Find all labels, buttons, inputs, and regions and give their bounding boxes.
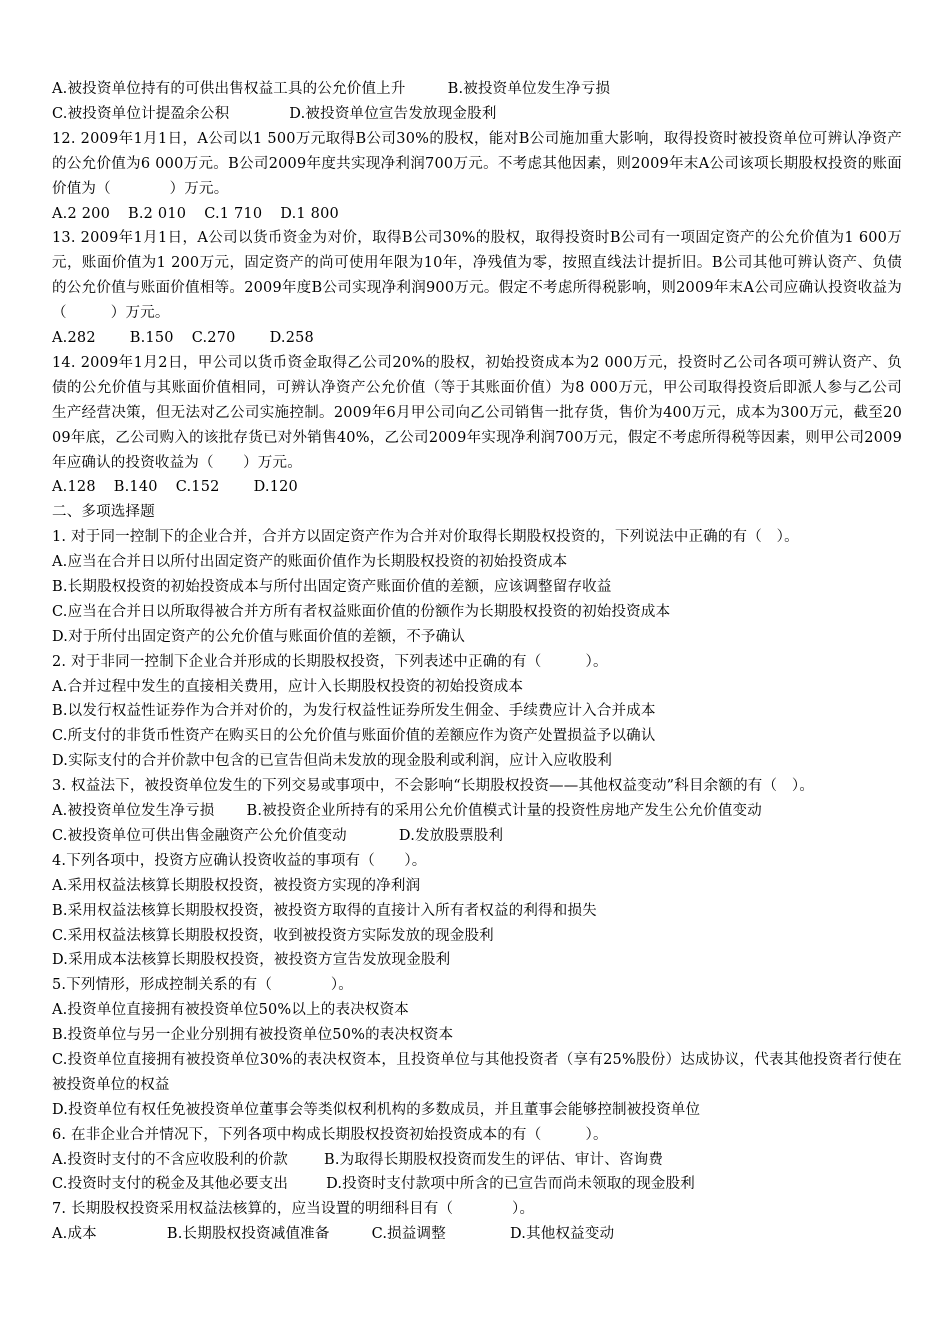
question-14-options <box>52 475 902 500</box>
mc-question-3-options-ab <box>52 799 902 824</box>
mc-q7-option-b: B.长期股权投资减值准备 <box>166 1226 330 1243</box>
document-page <box>52 77 902 1247</box>
q13-option-b: B.150 <box>129 330 174 347</box>
mc-question-5-option-d: D.投资单位有权任免被投资单位董事会等类似权利机构的多数成员，并且董事会能够控制被投资单位 <box>52 1101 701 1118</box>
mc-question-5-option-c: C.投资单位直接拥有被投资单位30%的表决权资本，且投资单位与其他投资者（享有25%股份）达成协议，代表其他投资者行使在被投资单位的权益 <box>52 1051 902 1093</box>
mc-question-1-option-b: B.长期股权投资的初始投资成本与所付出固定资产账面价值的差额，应该调整留存收益 <box>52 579 612 596</box>
mc-q6-option-a: A.投资时支付的不含应收股利的价款 <box>52 1151 288 1168</box>
mc-question-1-text: 1. 对于同一控制下的企业合并，合并方以固定资产作为合并对价取得长期股权投资的，下列说法中正确的有（ ）。 <box>52 529 799 546</box>
q14-option-b: B.140 <box>113 479 158 496</box>
q13-option-a: A.282 <box>52 330 96 347</box>
mc-question-4-option-b: B.采用权益法核算长期股权投资，被投资方取得的直接计入所有者权益的利得和损失 <box>52 902 597 919</box>
mc-question-4-option-c: C.采用权益法核算长期股权投资，收到被投资方实际发放的现金股利 <box>52 927 494 944</box>
q12-option-d: D.1 800 <box>280 205 339 222</box>
mc-q7-option-d: D.其他权益变动 <box>509 1226 615 1243</box>
mc-question-4-option-d: D.采用成本法核算长期股权投资，被投资方宣告发放现金股利 <box>52 952 451 969</box>
q11-option-d: D.被投资单位宣告发放现金股利 <box>289 105 497 122</box>
mc-q7-option-a: A.成本 <box>52 1226 97 1243</box>
mc-question-2-option-a: A.合并过程中发生的直接相关费用，应计入长期股权投资的初始投资成本 <box>52 678 524 695</box>
question-12-text: 12. 2009年1月1日，A公司以1 500万元取得B公司30%的股权，能对B公司施加重大影响，取得投资时被投资单位可辨认净资产的公允价值为6 000万元。B公司2009年度共实现净利润700万元。不考虑其他因素，则2009年末A公司该项长期股权投资的账面价值为（ ）万元。 <box>52 130 902 197</box>
mc-question-1-option-c: C.应当在合并日以所取得被合并方所有者权益账面价值的份额作为长期股权投资的初始投资成本 <box>52 603 671 620</box>
mc-q6-option-c: C.投资时支付的税金及其他必要支出 <box>52 1176 289 1193</box>
mc-question-3-options-cd <box>52 824 902 849</box>
mc-question-2-option-c: C.所支付的非货币性资产在购买日的公允价值与账面价值的差额应作为资产处置损益予以确认 <box>52 728 656 745</box>
mc-question-5-option-a: A.投资单位直接拥有被投资单位50%以上的表决权资本 <box>52 1002 410 1019</box>
mc-question-2-option-b: B.以发行权益性证券作为合并对价的，为发行权益性证券所发生佣金、手续费应计入合并成本 <box>52 703 656 720</box>
q14-option-a: A.128 <box>52 479 96 496</box>
mc-question-5-option-b: B.投资单位与另一企业分别拥有被投资单位50%的表决权资本 <box>52 1027 454 1044</box>
mc-question-5-text: 5.下列情形，形成控制关系的有（ ）。 <box>52 977 353 994</box>
mc-question-6-options-ab <box>52 1148 902 1173</box>
mc-question-4-text: 4.下列各项中，投资方应确认投资收益的事项有（ ）。 <box>52 852 427 869</box>
mc-q3-option-d: D.发放股票股利 <box>398 827 504 844</box>
question-13-options <box>52 326 902 351</box>
mc-question-7-text: 7. 长期股权投资采用权益法核算的，应当设置的明细科目有（ ）。 <box>52 1201 535 1218</box>
q11-options-ab <box>52 77 902 102</box>
mc-q7-option-c: C.损益调整 <box>371 1226 446 1243</box>
mc-question-2-text: 2. 对于非同一控制下企业合并形成的长期股权投资，下列表述中正确的有（ ）。 <box>52 653 608 670</box>
mc-q3-option-c: C.被投资单位可供出售金融资产公允价值变动 <box>52 827 347 844</box>
q13-option-d: D.258 <box>269 330 314 347</box>
q13-option-c: C.270 <box>191 330 236 347</box>
q12-option-c: C.1 710 <box>204 205 263 222</box>
section-heading-multiple-choice: 二、多项选择题 <box>52 504 155 521</box>
q12-option-b: B.2 010 <box>128 205 187 222</box>
mc-question-6-options-cd <box>52 1172 902 1197</box>
question-14-text: 14. 2009年1月2日，甲公司以货币资金取得乙公司20%的股权，初始投资成本为2 000万元，投资时乙公司各项可辨认资产、负债的公允价值与其账面价值相同，可辨认净资产公允价值（等于其账面价值）为8 000万元，甲公司取得投资后即派人参与乙公司生产经营决策，但无法对乙公司实施控制。2009年6月甲公司向乙公司销售一批存货，售价为400万元，成本为300万元，截至2009年底，乙公司购入的该批存货已对外销售40%，乙公司2009年实现净利润700万元，假定不考虑所得税等因素，则甲公司2009年应确认的投资收益为（ ）万元。 <box>52 354 902 471</box>
mc-q6-option-b: B.为取得长期股权投资而发生的评估、审计、咨询费 <box>323 1151 664 1168</box>
q14-option-c: C.152 <box>175 479 220 496</box>
q11-option-a: A.被投资单位持有的可供出售权益工具的公允价值上升 <box>52 81 406 97</box>
q11-option-c: C.被投资单位计提盈余公积 <box>52 105 230 122</box>
mc-q3-option-b: B.被投资企业所持有的采用公允价值模式计量的投资性房地产发生公允价值变动 <box>246 803 762 820</box>
q14-option-d: D.120 <box>253 479 298 496</box>
mc-question-3-text: 3. 权益法下，被投资单位发生的下列交易或事项中，不会影响“长期股权投资——其他权益变动”科目余额的有（ ）。 <box>52 778 815 795</box>
mc-q3-option-a: A.被投资单位发生净亏损 <box>52 803 215 820</box>
mc-q6-option-d: D.投资时支付款项中所含的已宣告而尚未领取的现金股利 <box>326 1176 696 1193</box>
q12-option-a: A.2 200 <box>52 205 110 222</box>
mc-question-1-option-a: A.应当在合并日以所付出固定资产的账面价值作为长期股权投资的初始投资成本 <box>52 554 568 571</box>
mc-question-2-option-d: D.实际支付的合并价款中包含的已宣告但尚未发放的现金股利或利润，应计入应收股利 <box>52 753 613 770</box>
mc-question-4-option-a: A.采用权益法核算长期股权投资，被投资方实现的净利润 <box>52 877 421 894</box>
q11-option-b: B.被投资单位发生净亏损 <box>447 81 611 97</box>
mc-question-1-option-d: D.对于所付出固定资产的公允价值与账面价值的差额，不予确认 <box>52 628 466 645</box>
mc-question-6-text: 6. 在非企业合并情况下，下列各项中构成长期股权投资初始投资成本的有（ ）。 <box>52 1126 608 1143</box>
q11-options-cd <box>52 102 902 127</box>
question-13-text: 13. 2009年1月1日，A公司以货币资金为对价，取得B公司30%的股权，取得投资时B公司有一项固定资产的公允价值为1 600万元，账面价值为1 200万元，固定资产的尚可使用年限为10年，净残值为零，按照直线法计提折旧。B公司其他可辨认资产、负债的公允价值与账面价值相等。2009年度B公司实现净利润900万元。假定不考虑所得税影响，则2009年末A公司应确认投资收益为（ ）万元。 <box>52 230 902 322</box>
mc-question-7-options <box>52 1222 902 1247</box>
question-12-options <box>52 202 902 227</box>
